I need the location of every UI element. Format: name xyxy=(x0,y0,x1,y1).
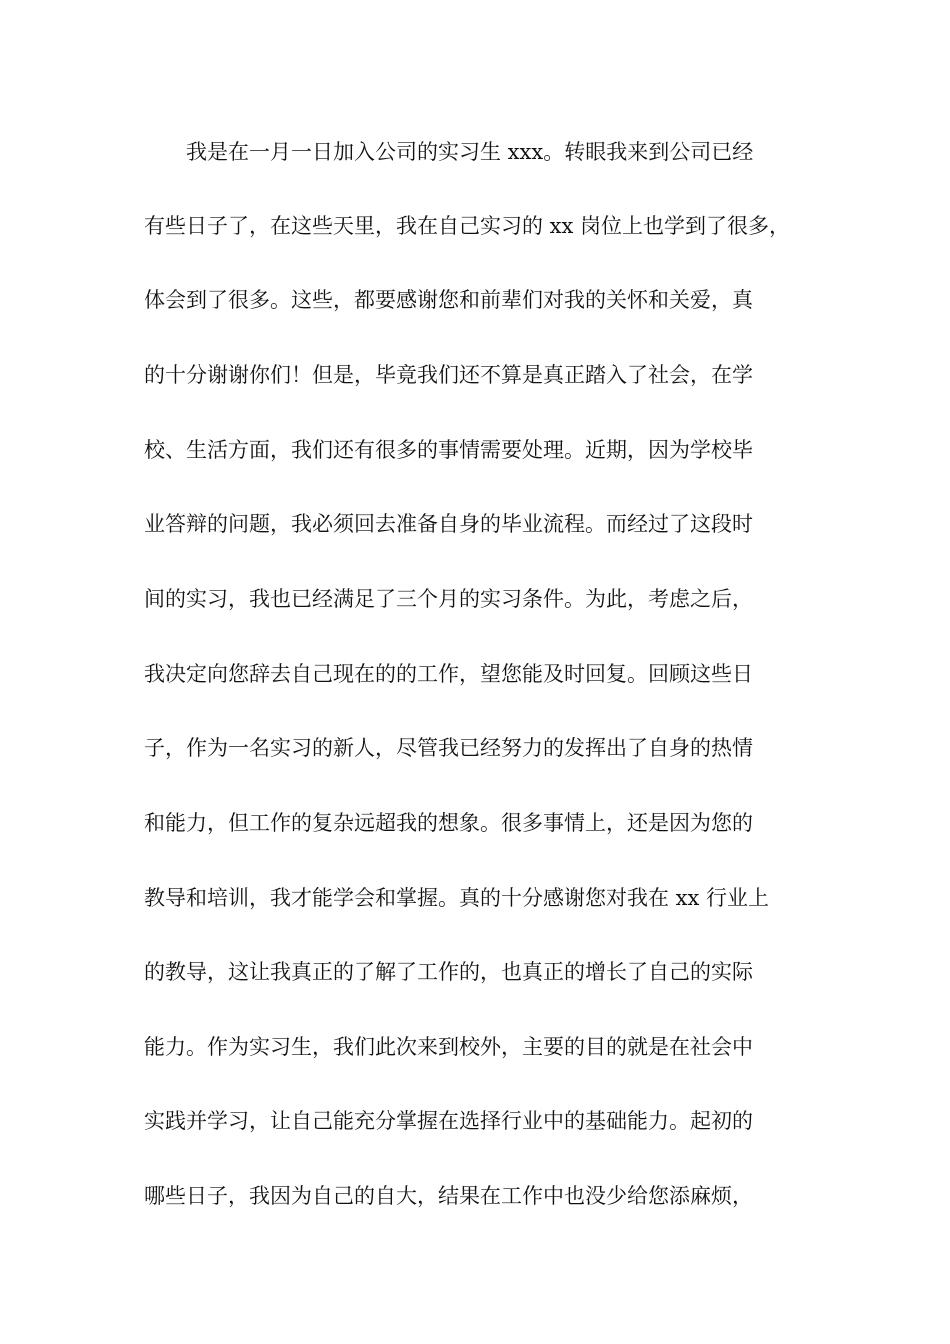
paragraph-line: 实践并学习，让自己能充分掌握在选择行业中的基础能力。起初的 xyxy=(144,1109,753,1133)
paragraph-line: 我是在一月一日加入公司的实习生 xxx。转眼我来到公司已经 xyxy=(144,140,754,164)
paragraph-line: 的十分谢谢你们！但是，毕竟我们还不算是真正踏入了社会，在学 xyxy=(144,363,753,387)
paragraph-line: 哪些日子，我因为自己的自大，结果在工作中也没少给您添麻烦， xyxy=(144,1184,753,1208)
paragraph-line: 有些日子了，在这些天里，我在自己实习的 xx 岗位上也学到了很多， xyxy=(144,214,791,238)
paragraph-line: 业答辩的问题，我必须回去准备自身的毕业流程。而经过了这段时 xyxy=(144,512,753,536)
paragraph-line: 校、生活方面，我们还有很多的事情需要处理。近期，因为学校毕 xyxy=(144,438,753,462)
paragraph-line: 我决定向您辞去自己现在的的工作，望您能及时回复。回顾这些日 xyxy=(144,662,753,686)
paragraph-line: 能力。作为实习生，我们此次来到校外，主要的目的就是在社会中 xyxy=(144,1035,753,1059)
paragraph-line: 体会到了很多。这些，都要感谢您和前辈们对我的关怀和关爱，真 xyxy=(144,288,753,312)
paragraph-line: 子，作为一名实习的新人，尽管我已经努力的发挥出了自身的热情 xyxy=(144,736,753,760)
paragraph-line: 的教导，这让我真正的了解了工作的，也真正的增长了自己的实际 xyxy=(144,960,753,984)
paragraph-line: 教导和培训，我才能学会和掌握。真的十分感谢您对我在 xx 行业上 xyxy=(144,886,770,910)
paragraph-line: 间的实习，我也已经满足了三个月的实习条件。为此，考虑之后， xyxy=(144,587,753,611)
paragraph-line: 和能力，但工作的复杂远超我的想象。很多事情上，还是因为您的 xyxy=(144,811,753,835)
